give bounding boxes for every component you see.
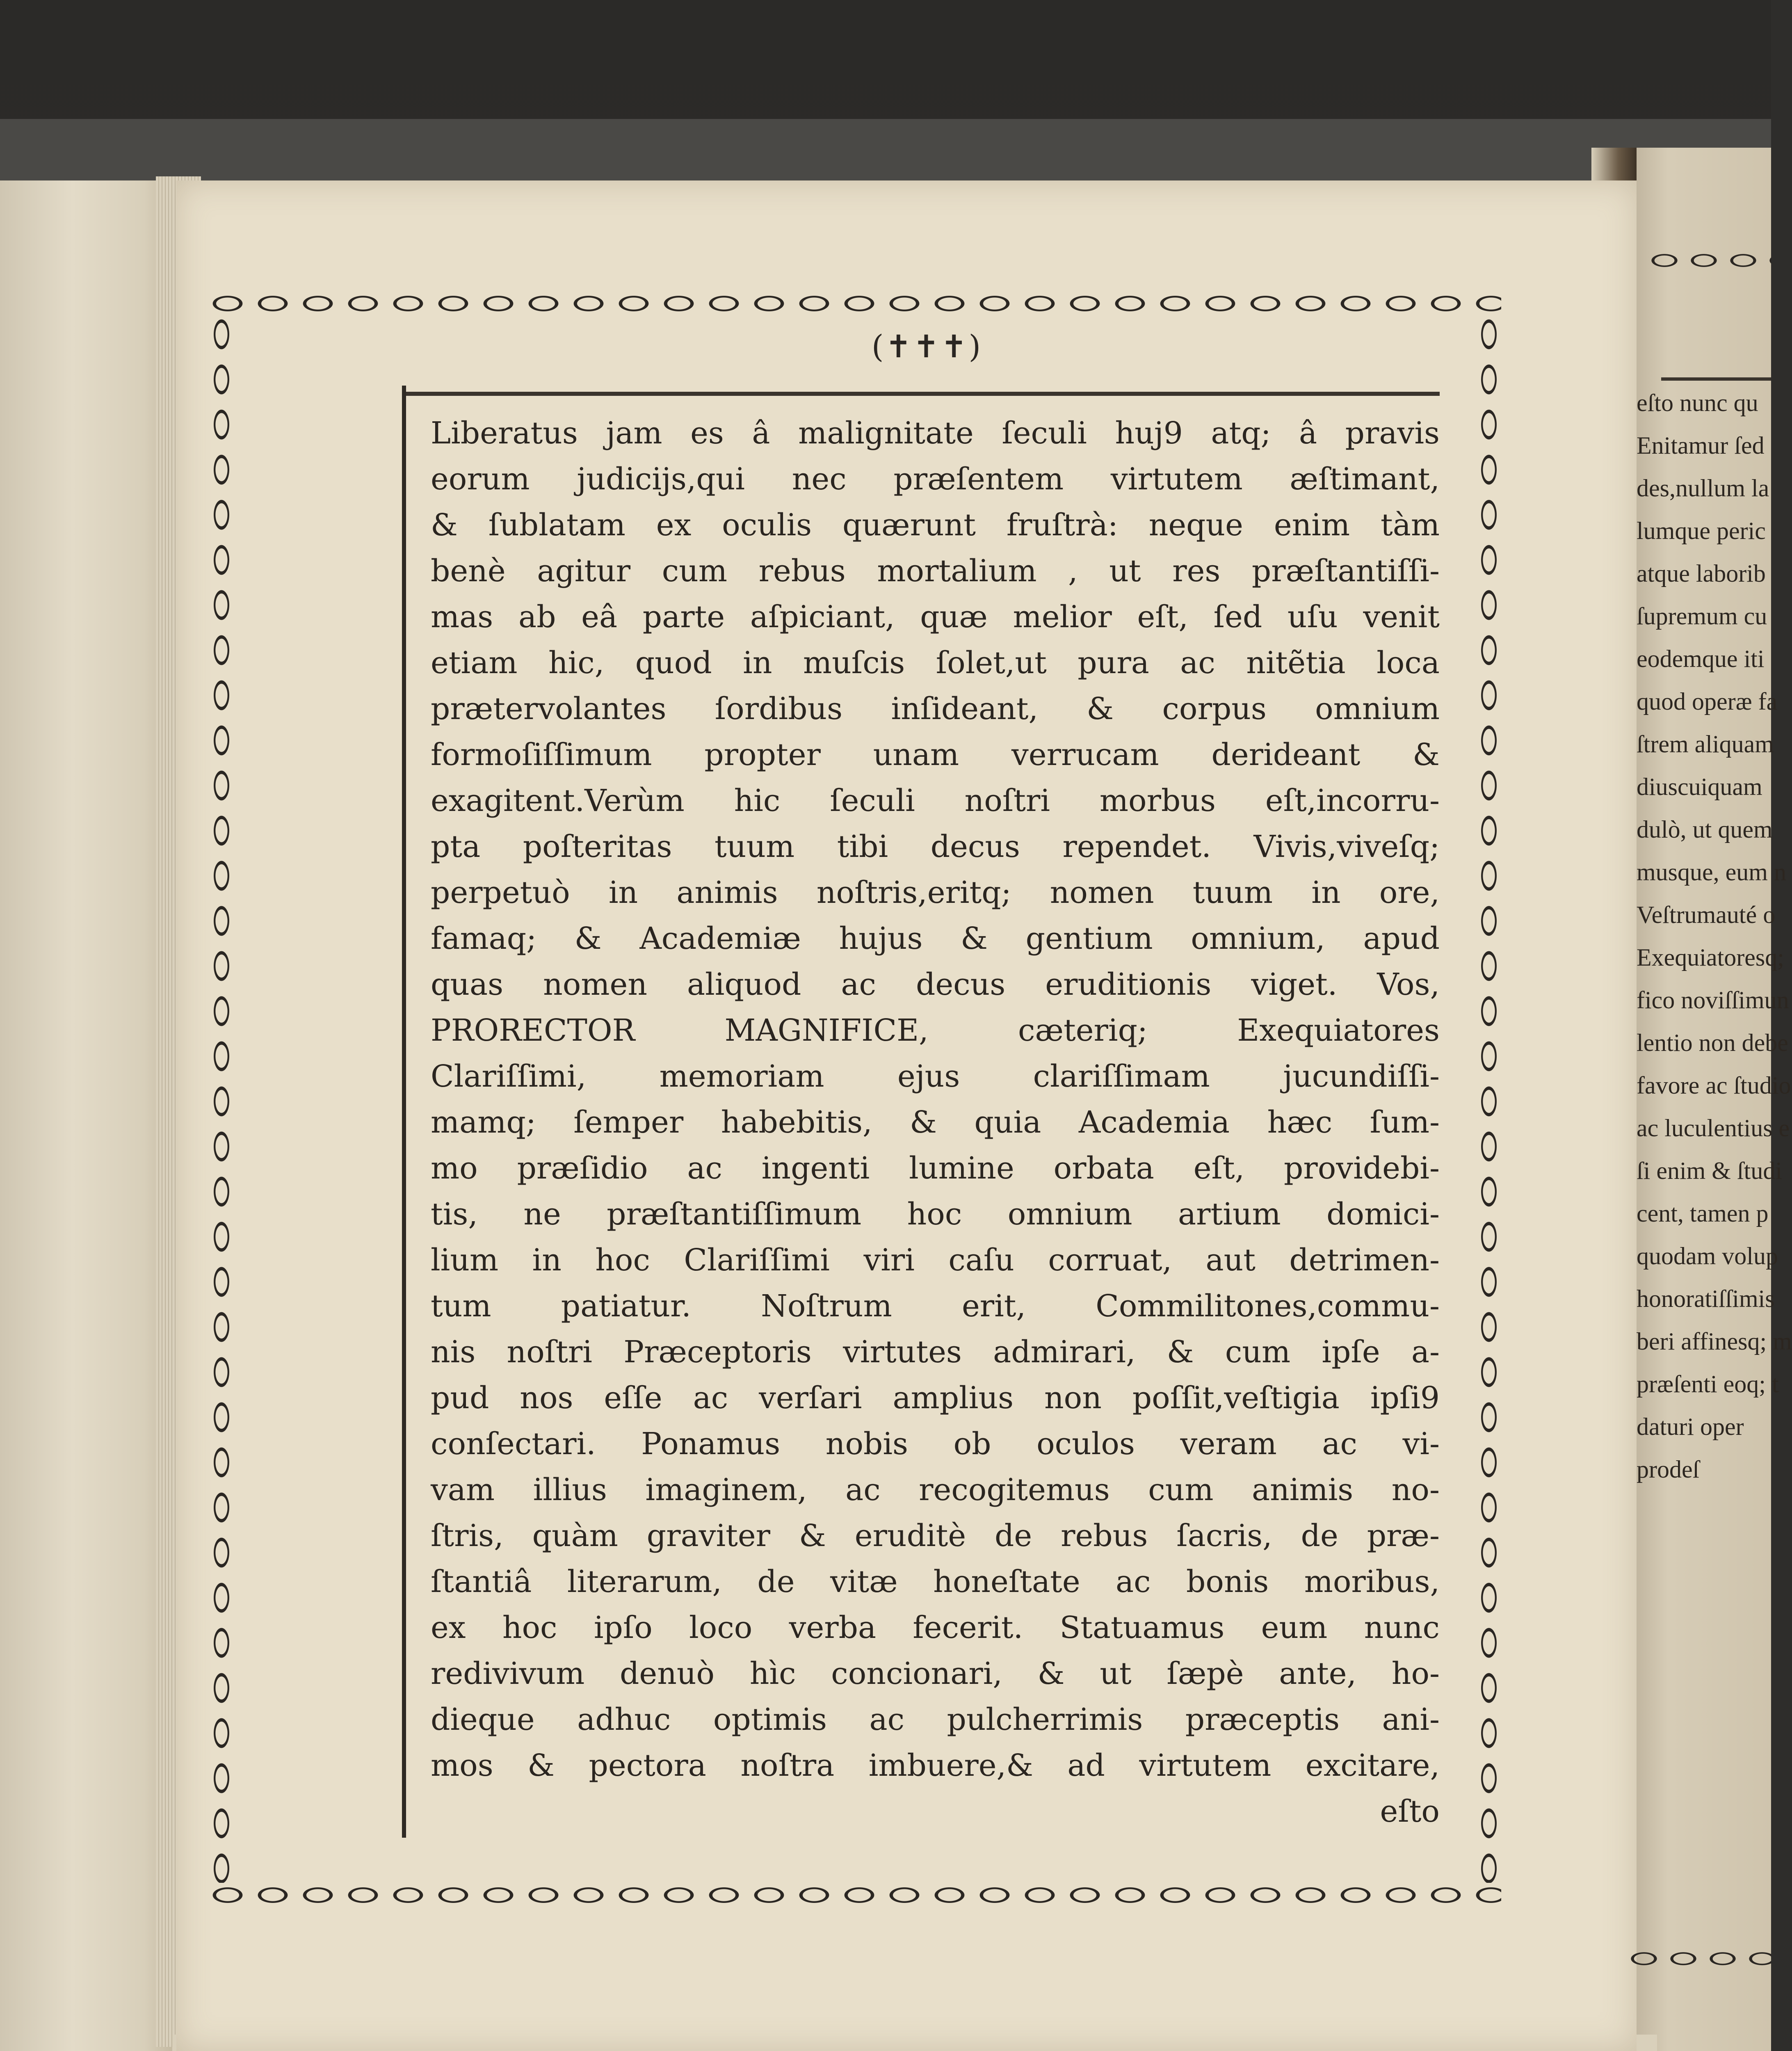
text-line: mas ab eâ parte aſpiciant, quæ melior eſt, ſed uſu venit [431,599,1440,635]
facing-text-line: ſtrem aliquam [1637,731,1774,758]
text-line: dieque adhuc optimis ac pulcherrimis præceptis ani- [431,1702,1440,1737]
text-line: Liberatus jam es â malignitate ſeculi huj9 atq; â pravis [431,416,1440,451]
facing-text-line: beri affinesq; m [1637,1328,1792,1355]
facing-text-line: atque laborib [1637,560,1766,587]
facing-text-line: Enitamur ſed [1637,432,1765,459]
text-line: quas nomen aliquod ac decus eruditionis viget. Vos, [431,967,1440,1002]
facing-text-line: des,nullum la [1637,475,1769,502]
text-line: mo præſidio ac ingenti lumine orbata eſt, providebi- [431,1151,1440,1186]
body-text [431,410,1440,1834]
facing-text-line: eodemque iti [1637,645,1765,672]
facing-text-line: Veſtrumauté o [1637,901,1776,928]
text-line: tum patiatur. Noſtrum erit, Commilitones,commu- [431,1288,1440,1324]
facing-text-line: quod operæ fa [1637,688,1778,715]
text-line: lium in hoc Clariſſimi viri caſu corruat, aut detrimen- [431,1242,1440,1278]
facing-text-line: prodeſ [1637,1456,1700,1483]
text-line: nis noſtri Præceptoris virtutes admirari, & cum ipſe a- [431,1334,1440,1370]
catchword: eſto [1380,1794,1440,1829]
text-line: benè agitur cum rebus mortalium , ut res præſtantiſſi- [431,553,1440,589]
text-line: etiam hic, quod in muſcis ſolet,ut pura ac nitẽtia loca [431,645,1440,681]
text-line: tis, ne præſtantiſſimum hoc omnium artium domici- [431,1197,1440,1232]
text-line: redivivum denuò hìc concionari, & ut ſæpè ante, ho- [431,1656,1440,1691]
facing-page-border-bottom [1624,1944,1771,1973]
facing-text-line: præſenti eoq; t [1637,1370,1779,1398]
facing-text-line: fico noviſſimun [1637,987,1789,1014]
text-line: conſectari. Ponamus nobis ob oculos veram ac vi- [431,1426,1440,1462]
facing-text-line: quodam volup [1637,1242,1778,1270]
facing-text-line: honoratiſſimis [1637,1285,1775,1312]
facing-text-line: ſi enim & ſtudi [1637,1157,1782,1184]
text-line: eorum judicijs,qui nec præſentem virtutem æſtimant, [431,461,1440,497]
ornamental-border-top [205,287,1501,320]
facing-text-line: daturi oper [1637,1413,1744,1440]
facing-text-line: eſto nunc qu [1637,389,1758,416]
text-line: PRORECTOR MAGNIFICE, cæteriq; Exequiatores [431,1013,1440,1048]
facing-text-line: favore ac ſtudio [1637,1072,1791,1099]
left-book-edge [0,180,180,2051]
text-line: & ſublatam ex oculis quærunt fruſtrà: neque enim tàm [431,507,1440,543]
header-rule [402,392,1440,396]
text-line: mos & pectora noſtra imbuere,& ad virtutem excitare, [431,1748,1440,1783]
facing-text-line: ſupremum cu [1637,603,1767,630]
signature-mark: (✝✝✝) [871,328,983,365]
text-line: pud nos eſſe ac verſari amplius non poſſit,veſtigia ipſi9 [431,1380,1440,1416]
facing-page-text [1637,381,1792,1491]
text-line: famaq; & Academiæ hujus & gentium omnium, apud [431,921,1440,956]
facing-text-line: lentio non debe [1637,1029,1788,1056]
facing-text-line: diuscuiquam [1637,773,1762,800]
facing-page-rule [1661,377,1771,381]
facing-text-line: dulò, ut quem [1637,816,1773,843]
facing-text-line: lumque peric [1637,517,1766,544]
facing-text-line: ac luculentius e [1637,1115,1790,1142]
facing-text-line: cent, tamen p [1637,1200,1769,1227]
text-line: formoſiſſimum propter unam verrucam derideant & [431,737,1440,772]
text-line: vam illius imaginem, ac recogitemus cum animis no- [431,1472,1440,1507]
facing-page-border-top [1645,246,1771,275]
text-line: perpetuò in animis noſtris,eritq; nomen tuum in ore, [431,875,1440,910]
facing-text-line: musque, eum n [1637,859,1786,886]
facing-text-line: Exequiatoresq; [1637,944,1784,971]
margin-rule [402,386,406,1838]
text-line: pta poſteritas tuum tibi decus rependet. Vivis,viveſq; [431,829,1440,864]
text-line: mamq; ſemper habebitis, & quia Academia hæc ſum- [431,1105,1440,1140]
text-line: ſtris, quàm graviter & eruditè de rebus ſacris, de præ- [431,1518,1440,1553]
text-line: ex hoc ipſo loco verba fecerit. Statuamus eum nunc [431,1610,1440,1645]
ornamental-border-left [205,312,238,1883]
text-line: Clariſſimi, memoriam ejus clariſſimam jucundiſſi- [431,1059,1440,1094]
ornamental-border-bottom [205,1879,1501,1912]
text-line: ſtantiâ literarum, de vitæ honeſtate ac bonis moribus, [431,1564,1440,1599]
text-line: prætervolantes ſordibus inſideant, & corpus omnium [431,691,1440,726]
ornamental-border-right [1472,312,1505,1883]
text-line: exagitent.Verùm hic ſeculi noſtri morbus eſt,incorru- [431,783,1440,818]
